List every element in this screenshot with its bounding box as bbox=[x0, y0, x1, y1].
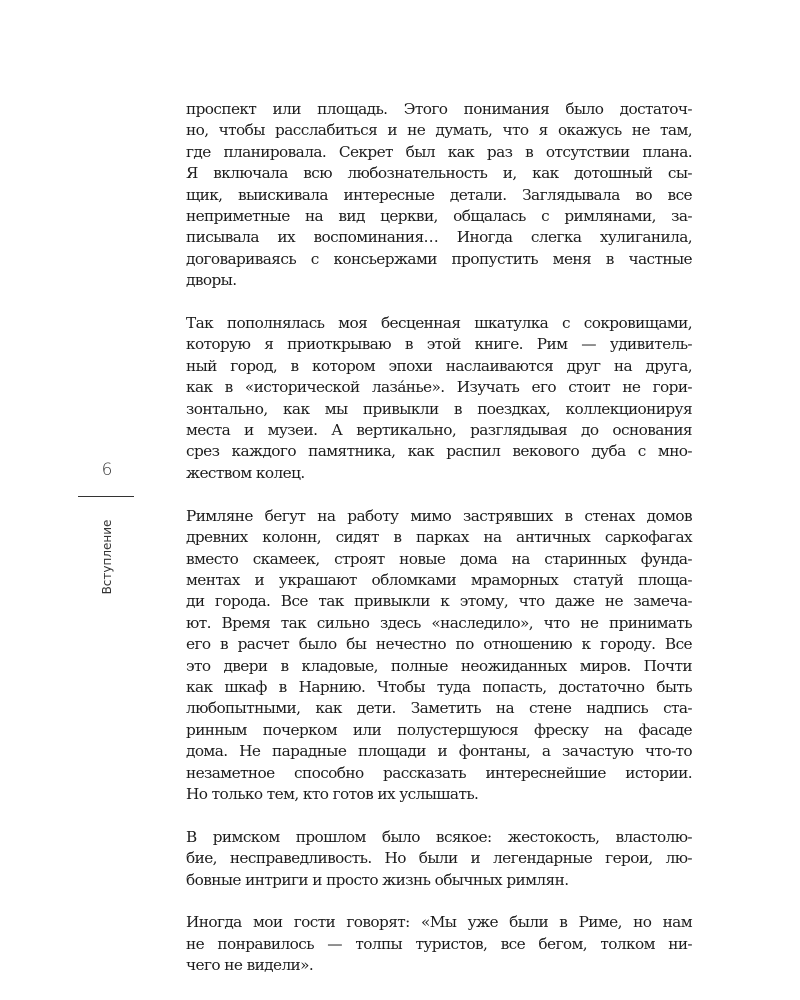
paragraph bbox=[186, 313, 692, 484]
text-line: это двери в кладовые, полные неожиданных миров. Почти bbox=[186, 656, 692, 675]
text-line: незаметное способно рассказать интереснейшие истории. bbox=[186, 763, 692, 782]
body-text bbox=[186, 99, 692, 998]
paragraph bbox=[186, 827, 692, 891]
text-line: срез каждого памятника, как распил векового дуба с мно- bbox=[186, 442, 692, 461]
text-line: его в расчет было бы нечестно по отношению к городу. Все bbox=[186, 635, 692, 654]
page-number: 6 bbox=[101, 460, 113, 480]
text-line: чего не видели». bbox=[186, 956, 314, 975]
text-line: бовные интриги и просто жизнь обычных римлян. bbox=[186, 870, 569, 889]
text-line: любопытными, как дети. Заметить на стене надпись ста- bbox=[186, 699, 692, 718]
text-line: Так пополнялась моя бесценная шкатулка с сокровищами, bbox=[186, 314, 692, 333]
text-line: которую я приоткрываю в этой книге. Рим — удивитель- bbox=[186, 335, 692, 354]
margin-divider bbox=[78, 496, 134, 497]
paragraph bbox=[186, 506, 692, 806]
text-line: договариваясь с консьержами пропустить меня в частные bbox=[186, 249, 692, 268]
text-line: ный город, в котором эпохи наслаиваются друг на друга, bbox=[186, 356, 692, 375]
text-line: ют. Время так сильно здесь «наследило», что не принимать bbox=[186, 613, 692, 632]
text-line: бие, несправедливость. Но были и легендарные герои, лю- bbox=[186, 849, 692, 868]
text-line: Я включала всю любознательность и, как дотошный сы- bbox=[186, 164, 692, 183]
text-line: древних колонн, сидят в парках на античных саркофагах bbox=[186, 528, 692, 547]
text-line: ди города. Все так привыкли к этому, что даже не замеча- bbox=[186, 592, 692, 611]
text-line: дома. Не парадные площади и фонтаны, а зачастую что-то bbox=[186, 742, 692, 761]
text-line: Иногда мои гости говорят: «Мы уже были в Риме, но нам bbox=[186, 913, 692, 932]
text-line: щик, выискивала интересные детали. Заглядывала во все bbox=[186, 185, 692, 204]
text-line: жеством колец. bbox=[186, 463, 305, 482]
text-line: ринным почерком или полустершуюся фреску на фасаде bbox=[186, 720, 692, 739]
text-line: неприметные на вид церкви, общалась с римлянами, за- bbox=[186, 207, 692, 226]
text-line: Римляне бегут на работу мимо застрявших в стенах домов bbox=[186, 506, 692, 525]
text-line: ментах и украшают обломками мраморных статуй площа- bbox=[186, 570, 692, 589]
text-line: где планировала. Секрет был как раз в отсутствии плана. bbox=[186, 142, 692, 161]
text-line: зонтально, как мы привыкли в поездках, коллекционируя bbox=[186, 399, 692, 418]
paragraph bbox=[186, 99, 692, 292]
paragraph bbox=[186, 912, 692, 976]
text-line: писывала их воспоминания… Иногда слегка хулиганила, bbox=[186, 228, 692, 247]
text-line: не понравилось — толпы туристов, все бегом, толком ни- bbox=[186, 934, 692, 953]
text-line: вместо скамеек, строят новые дома на старинных фунда- bbox=[186, 549, 692, 568]
text-line: Но только тем, кто готов их услышать. bbox=[186, 784, 479, 803]
text-line: как в «исторической лаза́нье». Изучать его стоит не гори- bbox=[186, 378, 692, 397]
text-line: как шкаф в Нарнию. Чтобы туда попасть, достаточно быть bbox=[186, 677, 692, 696]
text-line: дворы. bbox=[186, 271, 237, 290]
text-line: но, чтобы расслабиться и не думать, что я окажусь не там, bbox=[186, 121, 692, 140]
text-line: места и музеи. А вертикально, разглядывая до основания bbox=[186, 421, 692, 440]
text-line: В римском прошлом было всякое: жестокость, властолю- bbox=[186, 827, 692, 846]
text-line: проспект или площадь. Этого понимания было достаточ- bbox=[186, 100, 692, 118]
section-title-vertical: Вступление bbox=[100, 519, 114, 595]
